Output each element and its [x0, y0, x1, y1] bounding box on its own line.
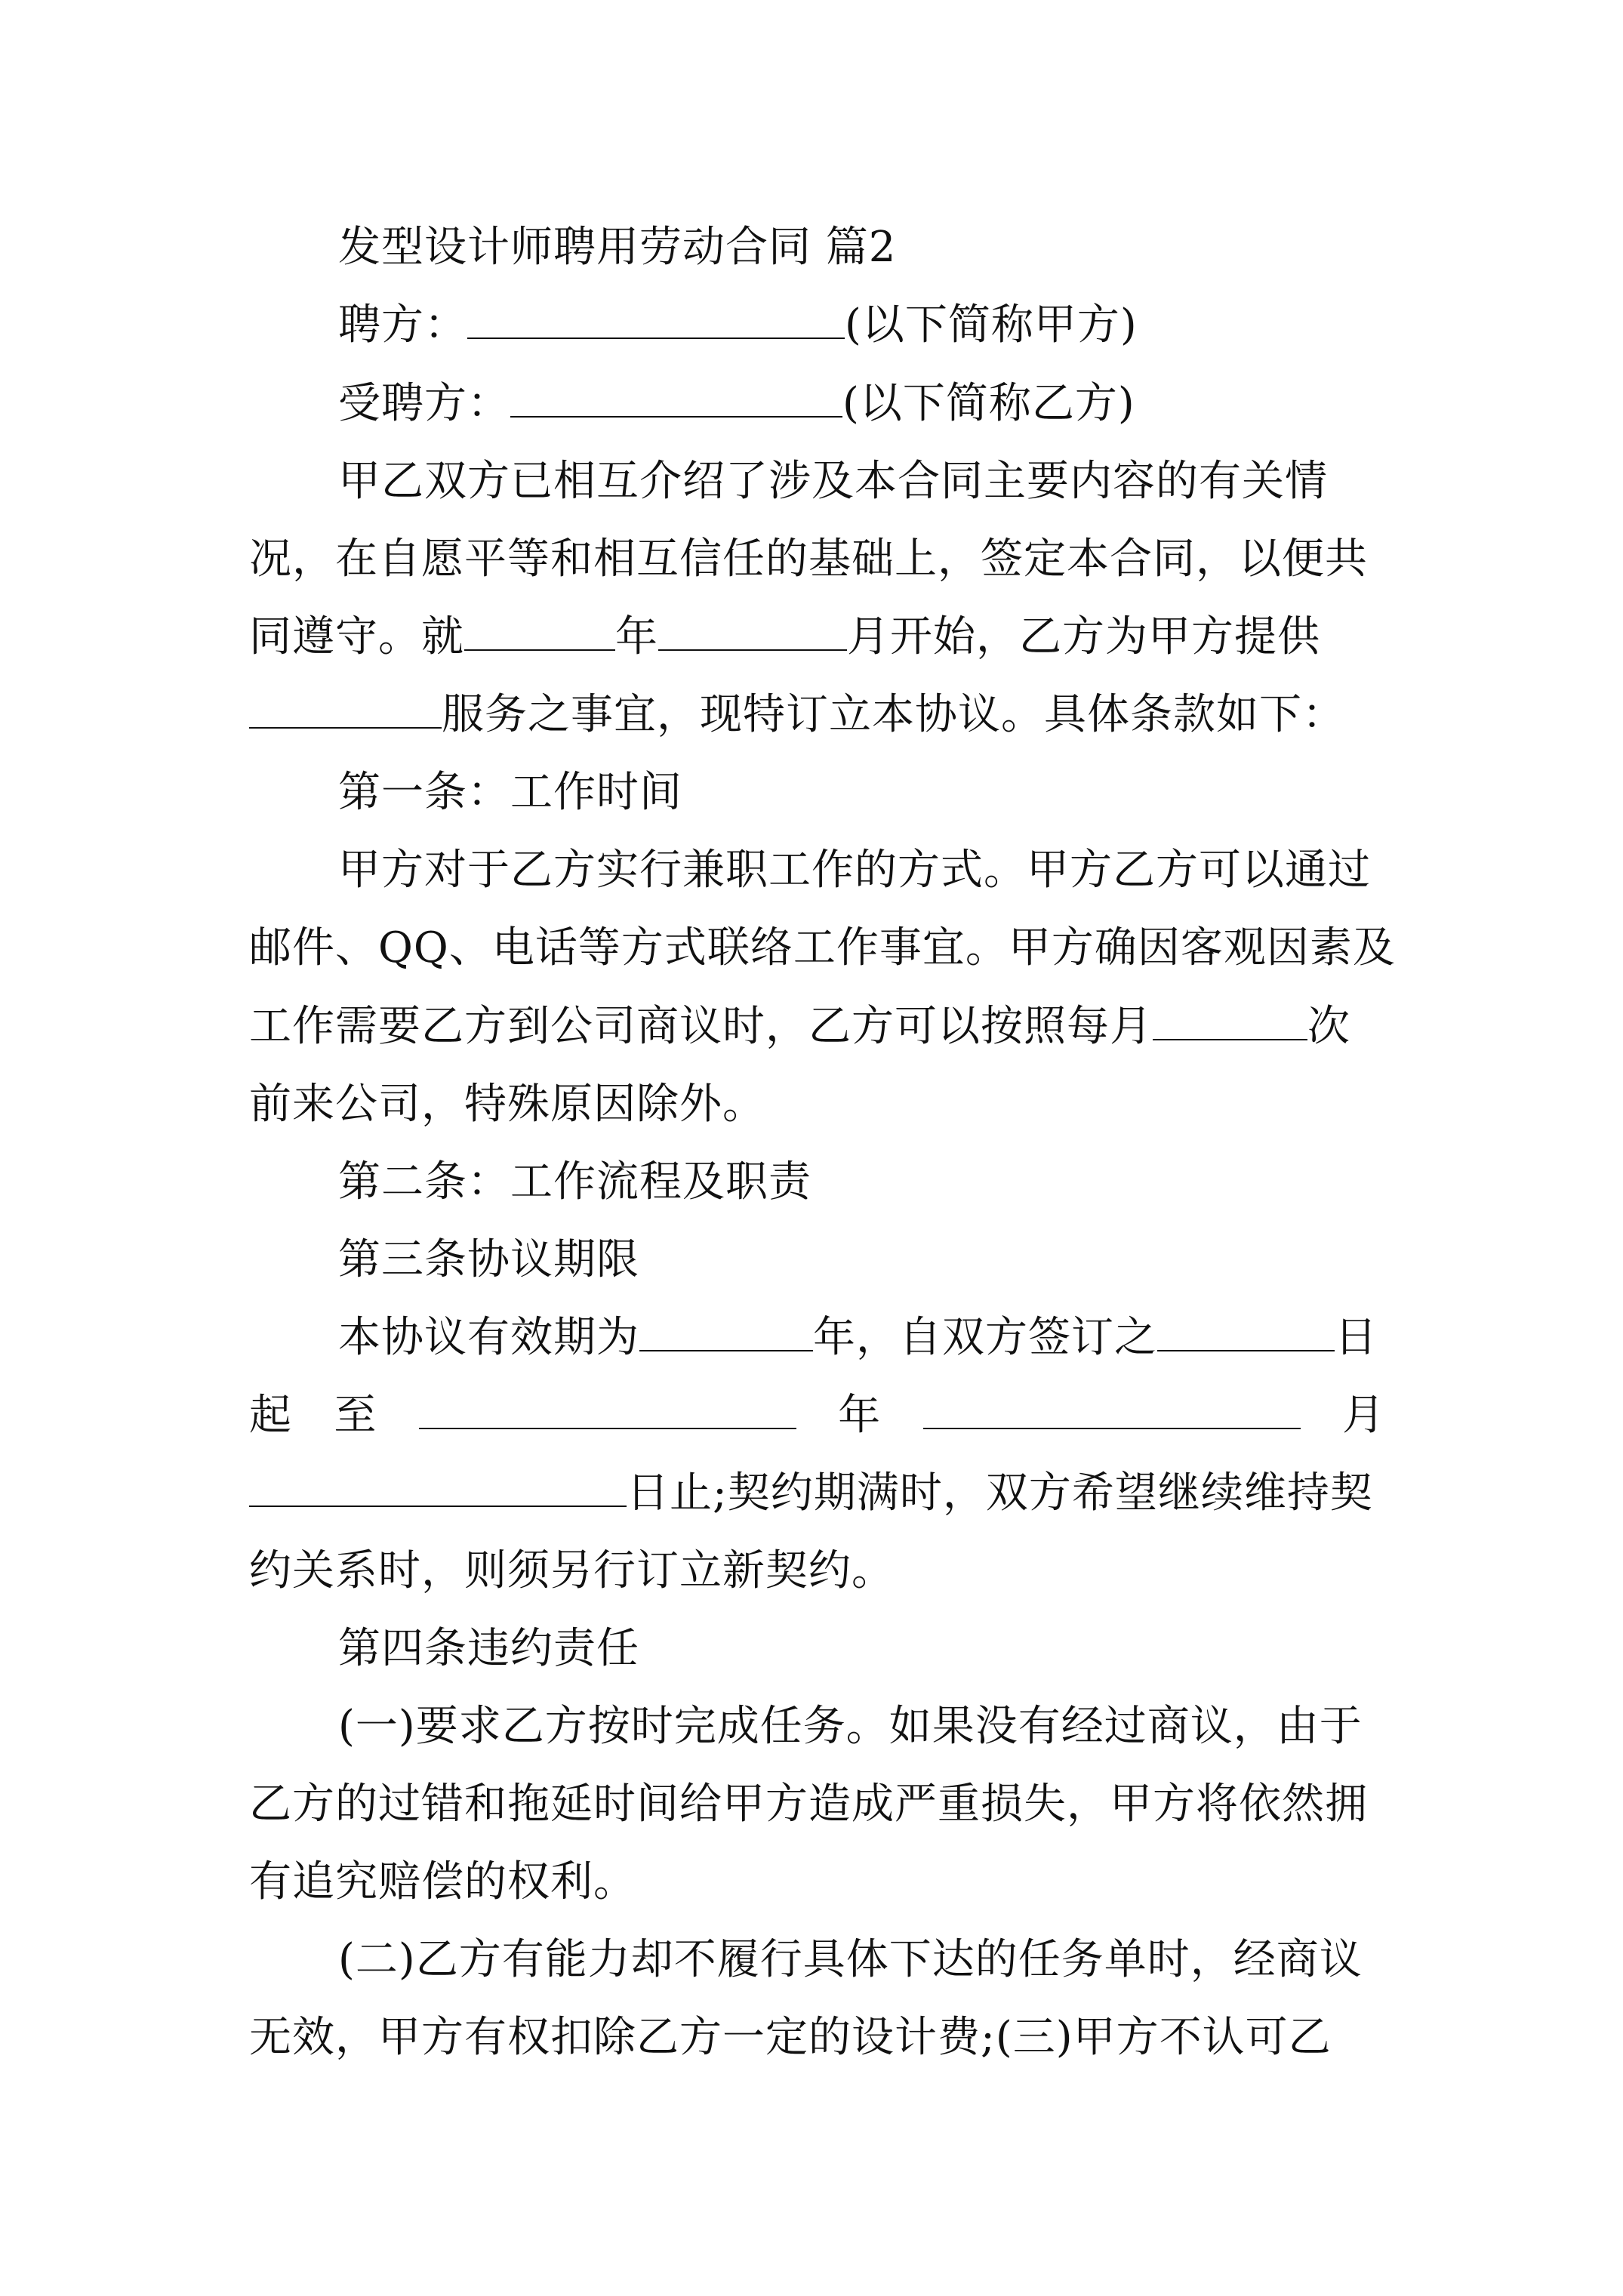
employer-label: 聘方： [338, 300, 467, 350]
article-1-line-1: 甲方对于乙方实行兼职工作的方式。甲方乙方可以通过 [338, 846, 1371, 895]
employee-note: (以下简称乙方) [842, 379, 1135, 428]
article-4-para-1-line-1: (一)要求乙方按时完成任务。如果没有经过商议，由于 [338, 1702, 1363, 1751]
employer-note: (以下简称甲方) [845, 300, 1138, 350]
article-2-title: 第二条：工作流程及职责 [338, 1157, 812, 1207]
article-3-line-4: 约关系时，则须另行订立新契约。 [249, 1546, 895, 1595]
article-3-line-3: 日止;契约期满时，双方希望继续维持契 [249, 1465, 1385, 1522]
end-month-blank [923, 1390, 1301, 1429]
article-3-line-1: 本协议有效期为 年，自双方签订之 日 [338, 1313, 1378, 1362]
article-1-line-2: 邮件、QQ、电话等方式联络工作事宜。甲方确因客观因素及 [249, 923, 1396, 972]
employee-blank [510, 378, 842, 418]
end-day-blank [249, 1468, 627, 1507]
service-blank [249, 689, 442, 729]
employee-label: 受聘方： [338, 379, 510, 428]
intro-line-1: 甲乙双方已相互介绍了涉及本合同主要内容的有关情 [338, 457, 1328, 506]
month-blank [658, 612, 847, 651]
article-4-para-1-line-3: 有追究赔偿的权利。 [249, 1857, 636, 1906]
employer-line [338, 297, 1385, 354]
article-4-para-1-line-2: 乙方的过错和拖延时间给甲方造成严重损失，甲方将依然拥 [249, 1780, 1368, 1829]
document-title: 发型设计师聘用劳动合同 篇2 [338, 223, 897, 272]
article-3-line-2: 起 至 年 月 [249, 1391, 1385, 1440]
article-4-title: 第四条违约责任 [338, 1624, 639, 1673]
intro-line-2: 况，在自愿平等和相互信任的基础上，签定本合同，以便共 [249, 535, 1368, 584]
article-4-para-2-line-2: 无效，甲方有权扣除乙方一定的设计费;(三)甲方不认可乙 [249, 2013, 1332, 2062]
article-1-title: 第一条：工作时间 [338, 768, 682, 817]
end-year-blank [419, 1390, 796, 1429]
intro-line-4: 服务之事宜，现特订立本协议。具体条款如下： [249, 686, 1385, 744]
intro-line-3: 同遵守。就 年 月开始，乙方为甲方提供 [249, 612, 1320, 661]
employee-line [338, 375, 1385, 433]
times-blank [1153, 1001, 1307, 1040]
article-4-para-2-line-1: (二)乙方有能力却不履行具体下达的任务单时，经商议 [338, 1935, 1363, 1984]
article-1-line-4: 前来公司，特殊原因除外。 [249, 1080, 765, 1129]
sign-day-blank [1157, 1312, 1335, 1351]
article-1-line-3: 工作需要乙方到公司商议时，乙方可以按照每月 次 [249, 1002, 1350, 1051]
employer-blank [467, 300, 845, 339]
year-blank [464, 612, 615, 651]
term-years-blank [639, 1312, 813, 1351]
article-3-title: 第三条协议期限 [338, 1235, 639, 1284]
